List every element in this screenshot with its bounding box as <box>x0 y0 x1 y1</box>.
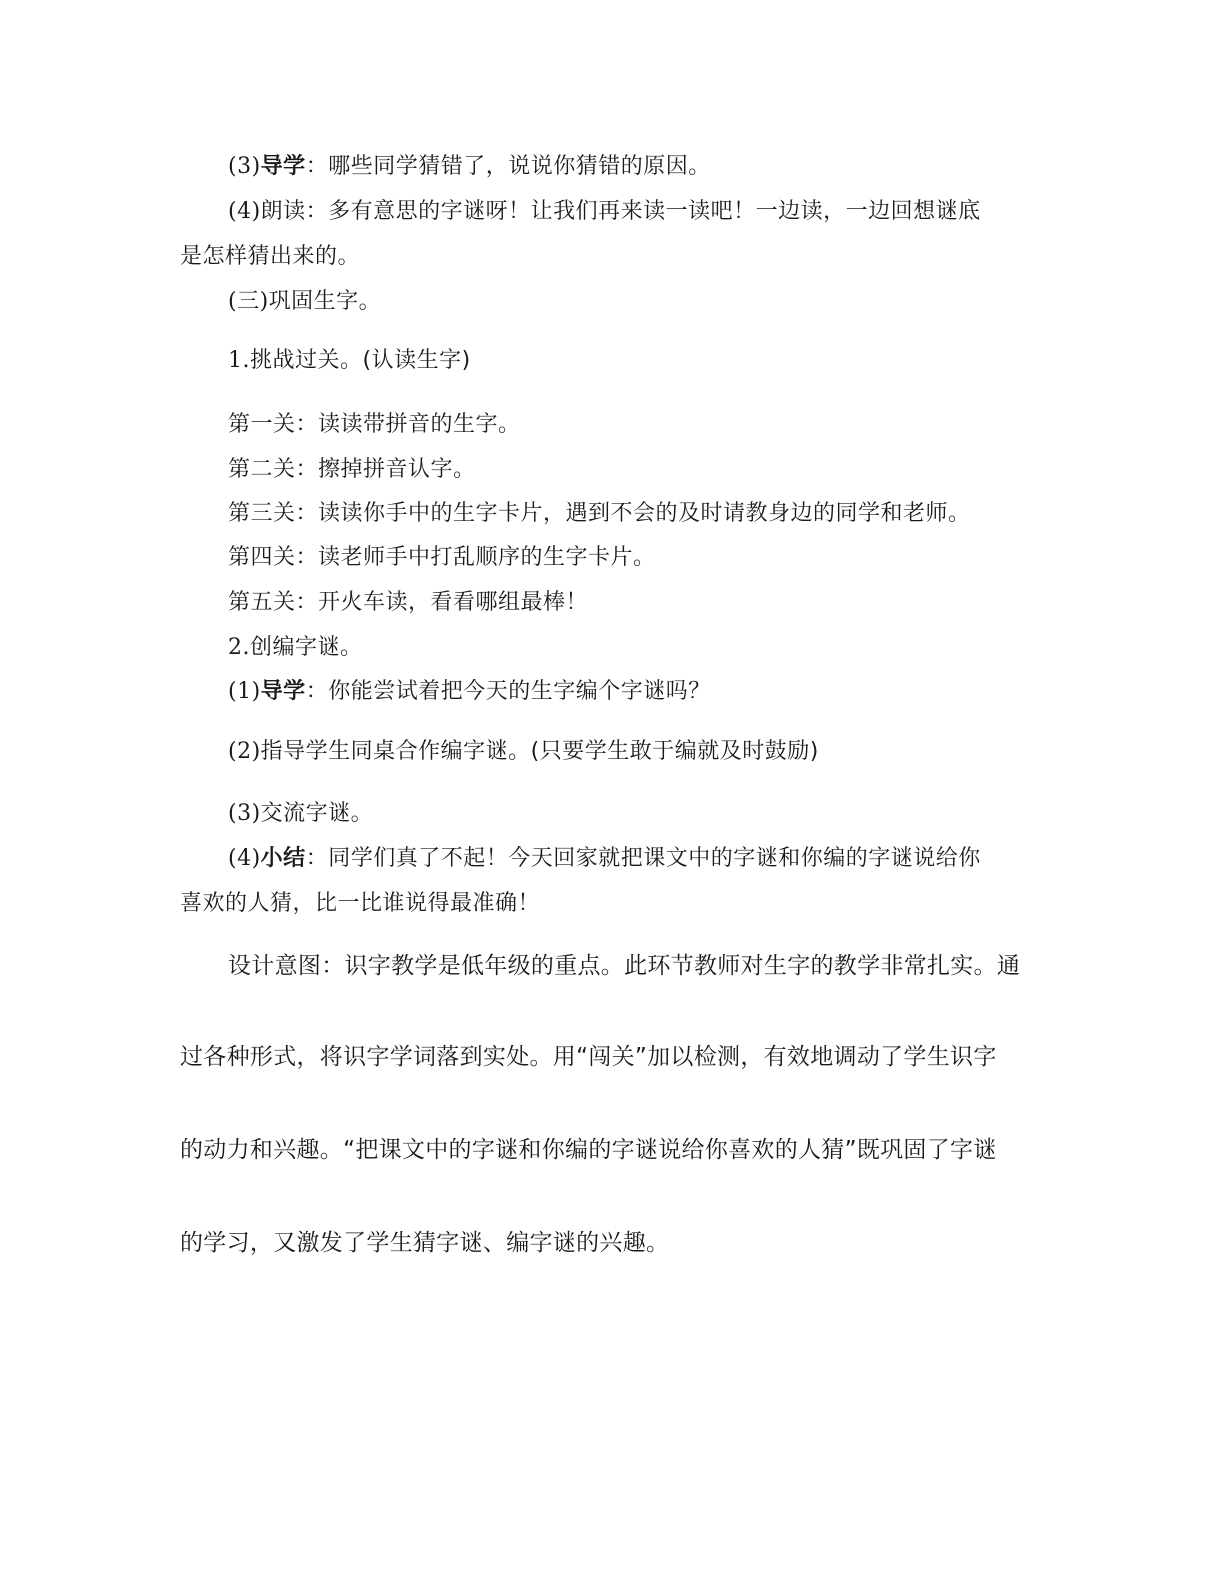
step-number: (1) <box>228 679 261 704</box>
section-heading: (三)巩固生字。 <box>228 289 382 314</box>
challenge-note: (认读生字) <box>362 348 471 373</box>
read-aloud-step-line1: (4)朗读：多有意思的字谜呀！让我们再来读一读吧！一边读，一边回想谜底 <box>228 199 981 224</box>
design-intent-line: 的学习，又激发了学生猜字谜、编字谜的兴趣。 <box>180 1230 670 1256</box>
summary-step-line2: 喜欢的人猜，比一比谁说得最准确！ <box>180 891 541 916</box>
level-item: 第五关：开火车读，看看哪组最棒！ <box>228 590 589 615</box>
level-item: 第一关：读读带拼音的生字。 <box>228 412 521 437</box>
step-text: (2)指导学生同桌合作编字谜。 <box>228 739 531 764</box>
step-note: (只要学生敢于编就及时鼓励) <box>530 739 819 764</box>
step-text: ：你能尝试着把今天的生字编个字谜吗？ <box>305 679 711 704</box>
guide-step-1 <box>228 677 711 707</box>
level-item: 第二关：擦掉拼音认字。 <box>228 457 476 482</box>
summary-step-line1 <box>228 844 981 874</box>
challenge-text: 1.挑战过关。 <box>228 348 363 373</box>
step-label: 导学 <box>260 154 306 179</box>
guide-step-2 <box>228 737 819 767</box>
create-riddle-heading: 2.创编字谜。 <box>228 635 363 660</box>
guide-step-3 <box>228 152 711 182</box>
design-intent-line: 设计意图：识字教学是低年级的重点。此环节教师对生字的教学非常扎实。通 <box>228 953 1021 979</box>
step-text: ：哪些同学猜错了，说说你猜错的原因。 <box>305 154 711 179</box>
challenge-heading <box>228 346 471 376</box>
design-intent-line: 的动力和兴趣。“把课文中的字谜和你编的字谜说给你喜欢的人猜”既巩固了字谜 <box>180 1137 997 1163</box>
read-aloud-step-line2: 是怎样猜出来的。 <box>180 244 361 269</box>
level-item: 第四关：读老师手中打乱顺序的生字卡片。 <box>228 545 656 570</box>
exchange-step: (3)交流字谜。 <box>228 801 374 826</box>
step-number: (3) <box>228 154 261 179</box>
step-label: 导学 <box>260 679 306 704</box>
step-label: 小结 <box>260 846 306 871</box>
design-intent-line: 过各种形式，将识字学词落到实处。用“闯关”加以检测，有效地调动了学生识字 <box>180 1044 997 1070</box>
step-text: ：同学们真了不起！今天回家就把课文中的字谜和你编的字谜说给你 <box>305 846 981 871</box>
level-item: 第三关：读读你手中的生字卡片，遇到不会的及时请教身边的同学和老师。 <box>228 501 971 526</box>
step-number: (4) <box>228 846 261 871</box>
